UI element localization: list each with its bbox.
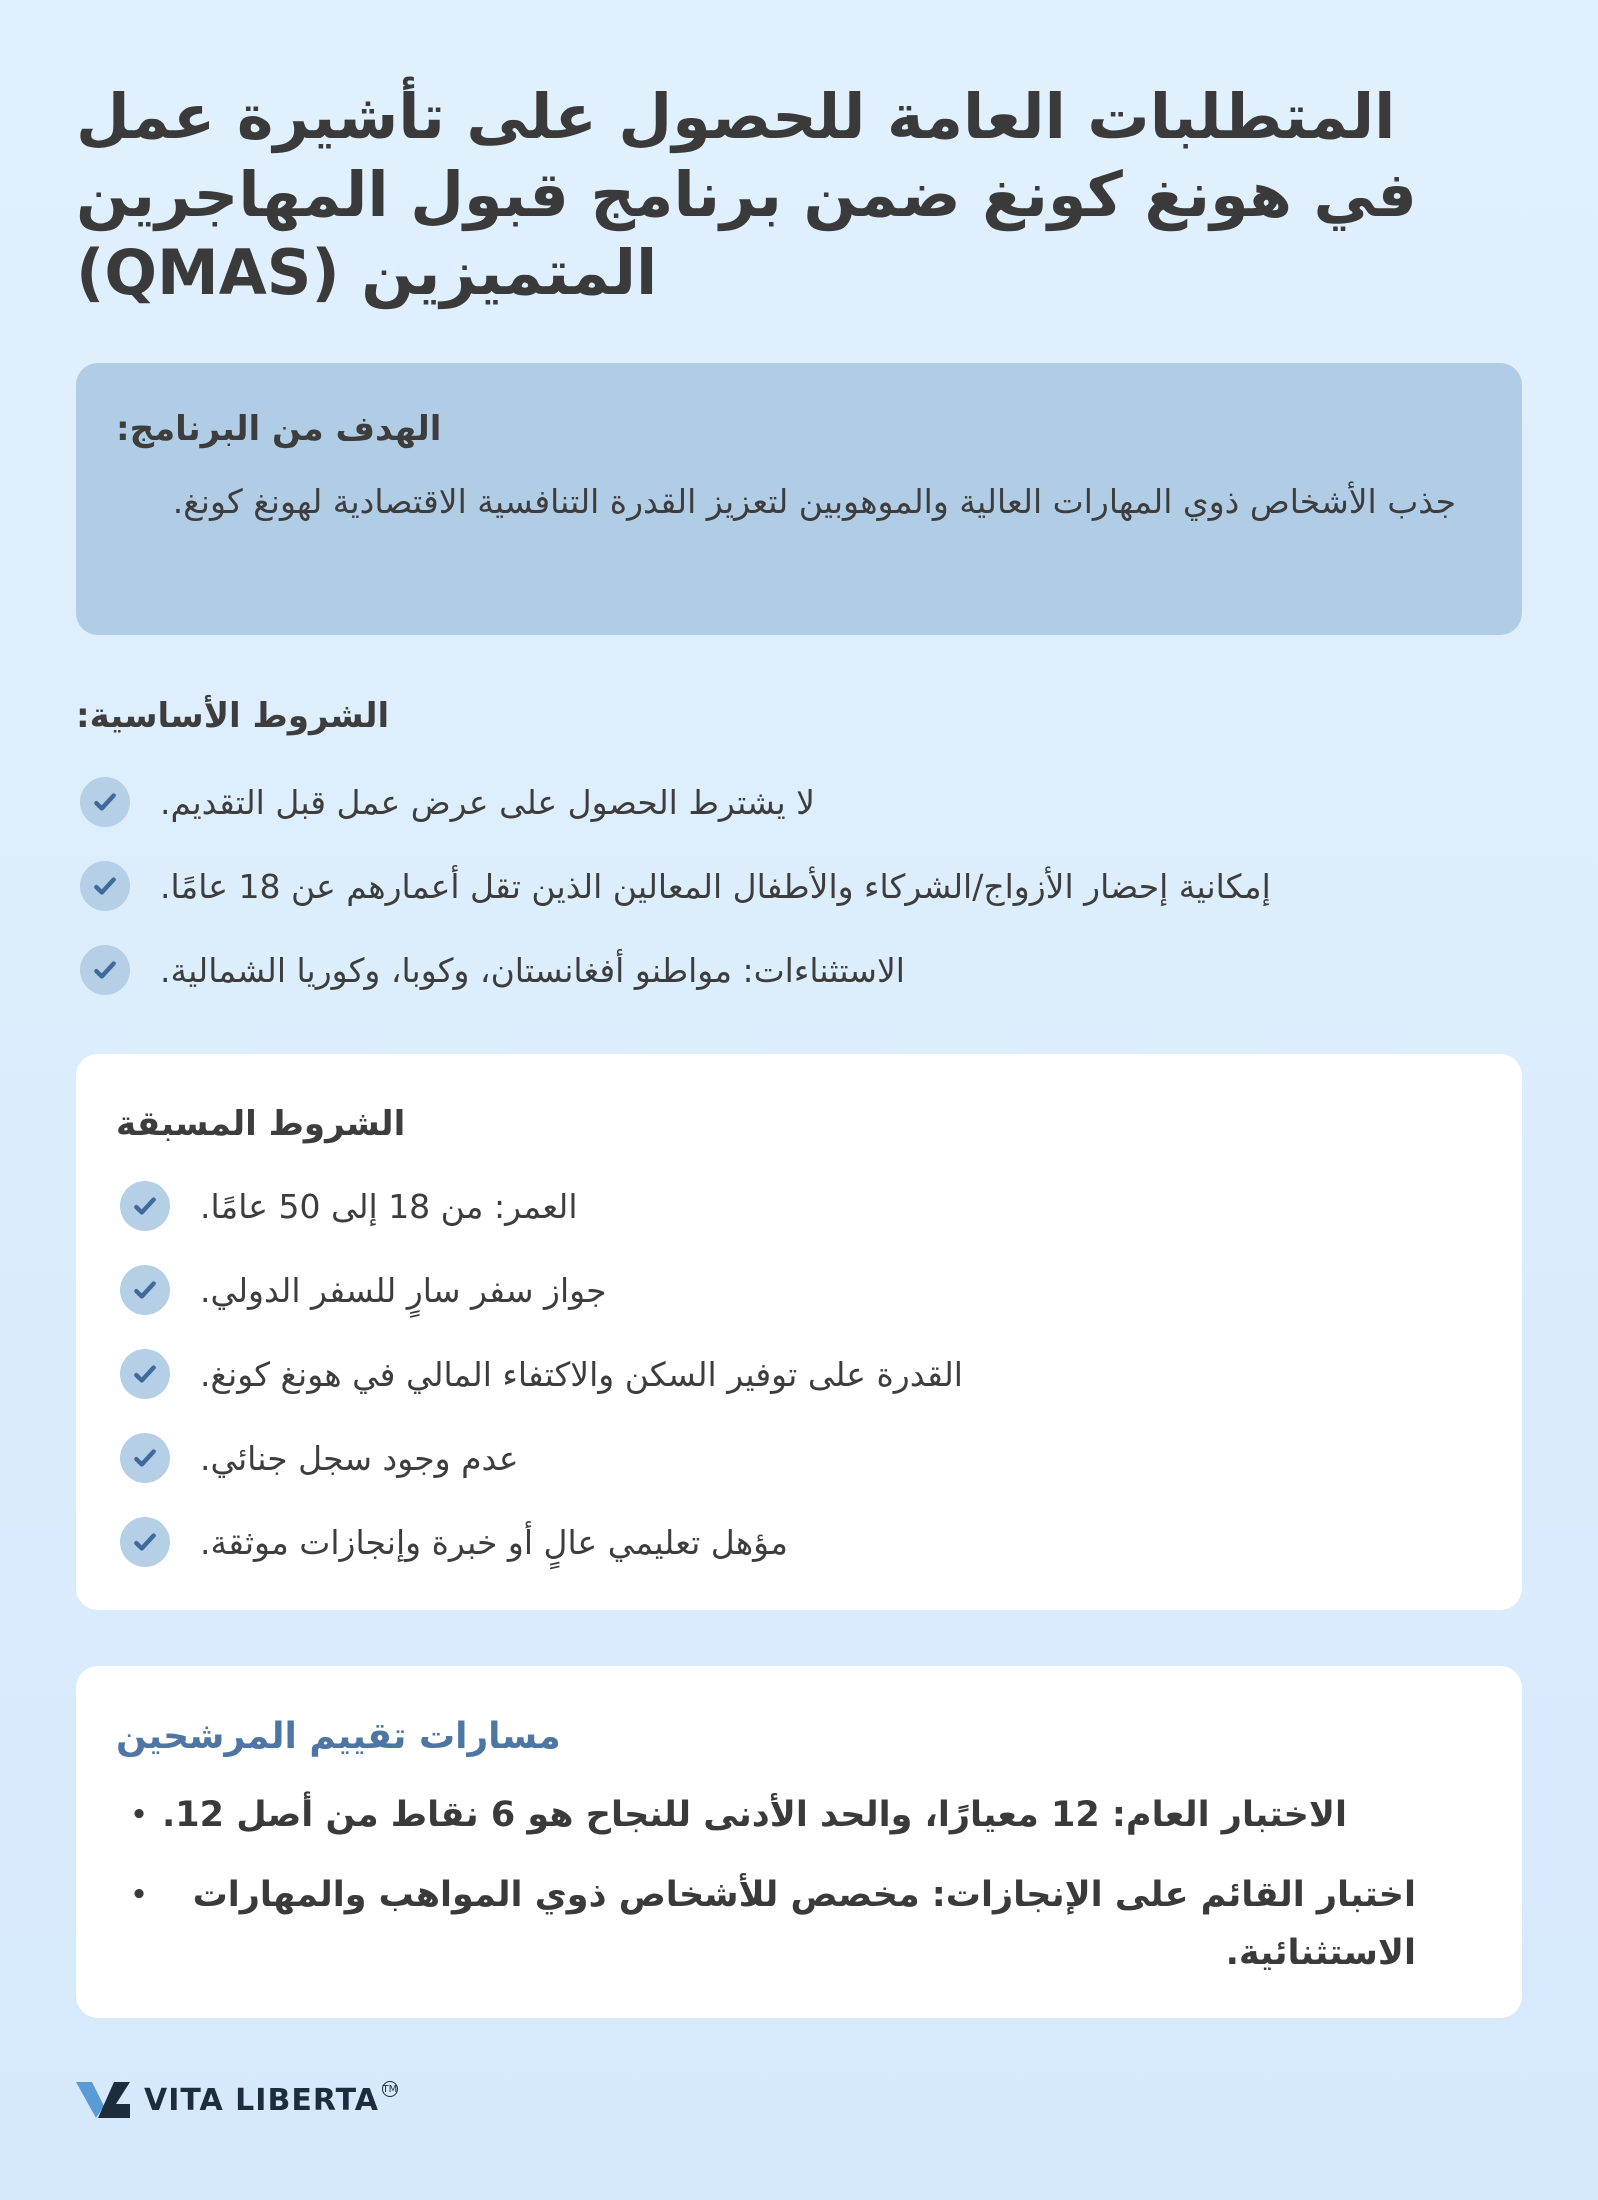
list-item-text: العمر: من 18 إلى 50 عامًا. <box>200 1186 578 1226</box>
logo-text: VITA LIBERTA <box>144 2082 379 2118</box>
list-item <box>120 1332 963 1416</box>
check-icon <box>120 1181 170 1231</box>
brand-logo <box>76 2080 398 2120</box>
bullet-icon: • <box>130 1800 148 1830</box>
trademark-icon: TM <box>382 2081 398 2097</box>
list-item <box>80 928 1271 1012</box>
goal-box <box>76 363 1522 635</box>
list-item-text: لا يشترط الحصول على عرض عمل قبل التقديم. <box>160 782 815 822</box>
bullet-icon: • <box>130 1880 148 1910</box>
check-icon <box>80 945 130 995</box>
page-title: المتطلبات العامة للحصول على تأشيرة عمل في هونغ كونغ ضمن برنامج قبول المهاجرين المتميزين (QMAS) <box>76 80 1417 309</box>
list-item-text: إمكانية إحضار الأزواج/الشركاء والأطفال المعالين الذين تقل أعمارهم عن 18 عامًا. <box>160 866 1271 906</box>
evaluation-heading: مسارات تقييم المرشحين <box>116 1716 561 1757</box>
prerequisites-list <box>120 1164 963 1584</box>
list-item-text: مؤهل تعليمي عالٍ أو خبرة وإنجازات موثقة. <box>200 1522 788 1562</box>
list-item-text: جواز سفر سارٍ للسفر الدولي. <box>200 1270 607 1310</box>
basic-conditions-list <box>80 760 1271 1012</box>
list-item <box>120 1416 963 1500</box>
list-item <box>120 1164 963 1248</box>
prerequisites-card <box>76 1054 1522 1610</box>
evaluation-card <box>76 1666 1522 2018</box>
list-item <box>116 1866 1416 1982</box>
prerequisites-heading: الشروط المسبقة <box>116 1104 406 1144</box>
list-item-text: الاختبار العام: 12 معيارًا، والحد الأدنى للنجاح هو 6 نقاط من أصل 12. <box>162 1795 1347 1835</box>
list-item-text: اختبار القائم على الإنجازات: مخصص للأشخاص ذوي المواهب والمهارات الاستثنائية. <box>192 1875 1416 1973</box>
list-item <box>116 1786 1416 1844</box>
list-item <box>80 844 1271 928</box>
logo-mark-icon <box>76 2080 132 2120</box>
check-icon <box>120 1433 170 1483</box>
list-item-text: القدرة على توفير السكن والاكتفاء المالي في هونغ كونغ. <box>200 1354 963 1394</box>
check-icon <box>120 1349 170 1399</box>
list-item <box>120 1248 963 1332</box>
check-icon <box>120 1265 170 1315</box>
list-item-text: الاستثناءات: مواطنو أفغانستان، وكوبا، وكوريا الشمالية. <box>160 950 905 990</box>
basic-conditions-heading: الشروط الأساسية: <box>76 696 390 736</box>
goal-heading: الهدف من البرنامج: <box>116 409 442 449</box>
check-icon <box>80 777 130 827</box>
check-icon <box>120 1517 170 1567</box>
goal-text: جذب الأشخاص ذوي المهارات العالية والموهوبين لتعزيز القدرة التنافسية الاقتصادية لهونغ كونغ. <box>172 482 1456 521</box>
list-item-text: عدم وجود سجل جنائي. <box>200 1438 519 1478</box>
list-item <box>80 760 1271 844</box>
check-icon <box>80 861 130 911</box>
list-item <box>120 1500 963 1584</box>
evaluation-list <box>116 1786 1416 2004</box>
